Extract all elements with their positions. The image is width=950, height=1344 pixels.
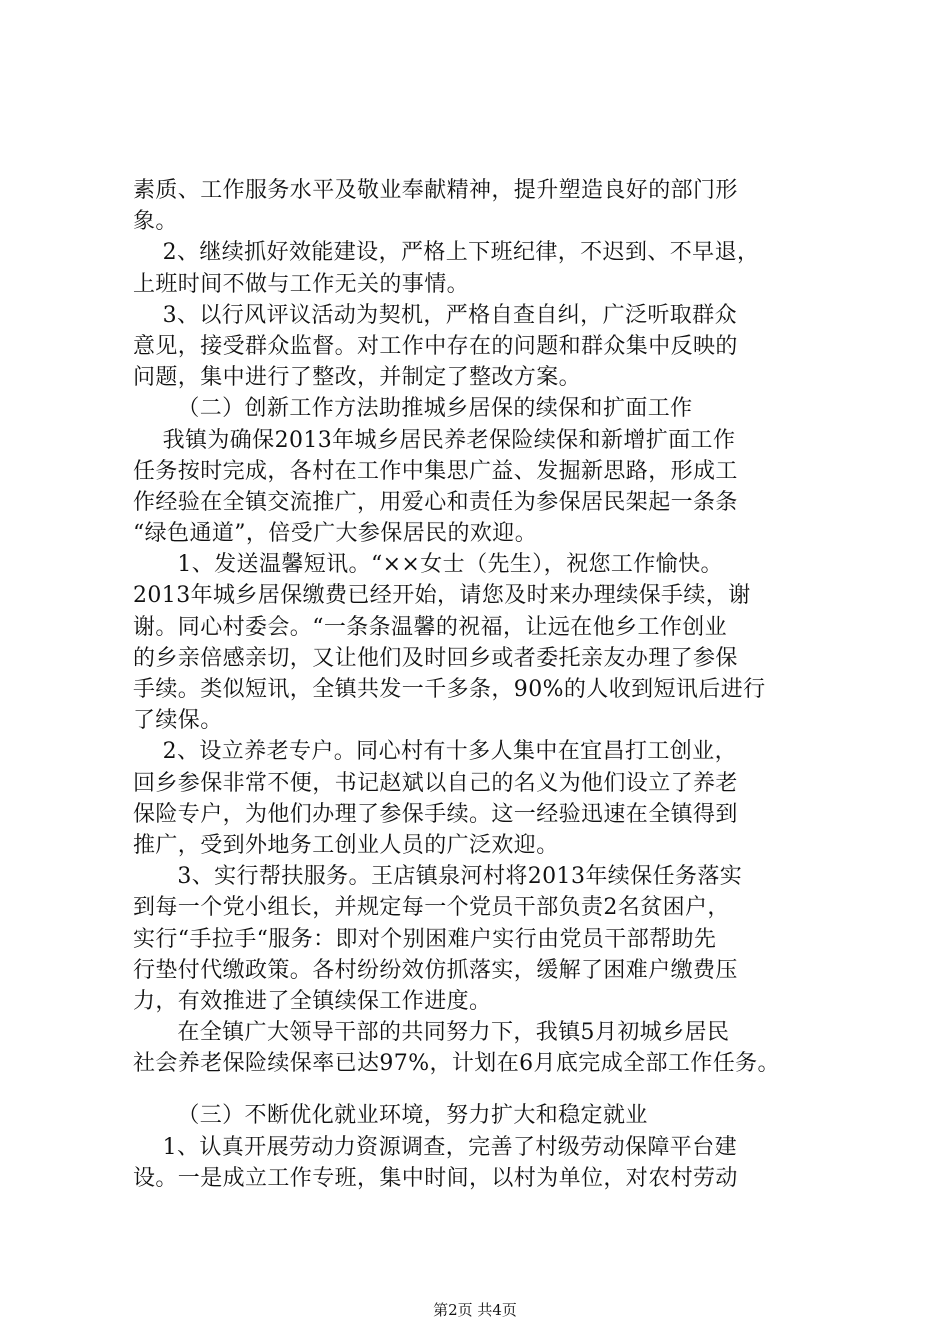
text-line: 回乡参保非常不便，书记赵斌以自己的名义为他们设立了养老 [133, 770, 738, 796]
text-line: 素质、工作服务水平及敬业奉献精神，提升塑造良好的部门形 [133, 178, 738, 203]
paragraph-gap [133, 1079, 838, 1100]
text-line: 实行“手拉手“服务：即对个别困难户实行由党员干部帮助先 [133, 926, 717, 952]
text-line: 作经验在全镇交流推广，用爱心和责任为参保居民架起一条条 [133, 489, 738, 515]
text-line: 上班时间不做与工作无关的事情。 [133, 271, 470, 297]
section-heading: （三）不断优化就业环境，努力扩大和稳定就业 [133, 1103, 648, 1129]
text-line: 问题，集中进行了整改，并制定了整改方案。 [133, 365, 582, 391]
text-line: 象。 [133, 209, 178, 235]
text-line: 3、实行帮扶服务。王店镇泉河村将2013年续保任务落实 [133, 864, 743, 890]
text-line: 意见，接受群众监督。对工作中存在的问题和群众集中反映的 [133, 333, 738, 359]
text-line: 保险专户，为他们办理了参保手续。这一经验迅速在全镇得到 [133, 801, 738, 827]
text-line: 3、以行风评议活动为契机，严格自查自纠，广泛听取群众 [133, 302, 737, 328]
text-line: 手续。类似短讯，全镇共发一千多条，90%的人收到短讯后进行 [133, 677, 766, 702]
text-line: 任务按时完成，各村在工作中集思广益、发掘新思路，形成工 [133, 458, 738, 484]
text-line: 1、认真开展劳动力资源调查，完善了村级劳动保障平台建 [133, 1134, 737, 1160]
text-line: 2、继续抓好效能建设，严格上下班纪律，不迟到、不早退， [133, 240, 760, 266]
text-line: 了续保。 [133, 708, 223, 734]
section-heading: （二）创新工作方法助推城乡居保的续保和扩面工作 [133, 396, 693, 422]
text-line: “绿色通道”，倍受广大参保居民的欢迎。 [133, 521, 538, 547]
page-footer: 第2页 共4页 [433, 1301, 517, 1319]
text-line: 2、设立养老专户。同心村有十多人集中在宜昌打工创业， [133, 739, 737, 765]
text-line: 的乡亲倍感亲切，又让他们及时回乡或者委托亲友办理了参保 [133, 645, 738, 671]
document-body [133, 175, 838, 1194]
text-line: 2013年城乡居保缴费已经开始，请您及时来办理续保手续，谢 [133, 583, 751, 609]
text-line: 社会养老保险续保率已达97%，计划在6月底完成全部工作任务。 [133, 1051, 780, 1077]
text-line: 行垫付代缴政策。各村纷纷效仿抓落实，缓解了困难户缴费压 [133, 957, 738, 983]
text-line: 谢。同心村委会。“一条条温馨的祝福，让远在他乡工作创业 [133, 614, 728, 640]
text-line: 我镇为确保2013年城乡居民养老保险续保和新增扩面工作 [133, 427, 736, 453]
text-line: 设。一是成立工作专班，集中时间，以村为单位，对农村劳动 [133, 1165, 738, 1191]
text-line: 推广，受到外地务工创业人员的广泛欢迎。 [133, 832, 559, 858]
text-line: 到每一个党小组长，并规定每一个党员干部负责2名贫困户， [133, 895, 730, 921]
text-line: 1、发送温馨短讯。“××女士（先生），祝您工作愉快。 [133, 552, 723, 578]
text-line: 在全镇广大领导干部的共同努力下，我镇5月初城乡居民 [133, 1020, 730, 1046]
text-line: 力，有效推进了全镇续保工作进度。 [133, 988, 492, 1014]
